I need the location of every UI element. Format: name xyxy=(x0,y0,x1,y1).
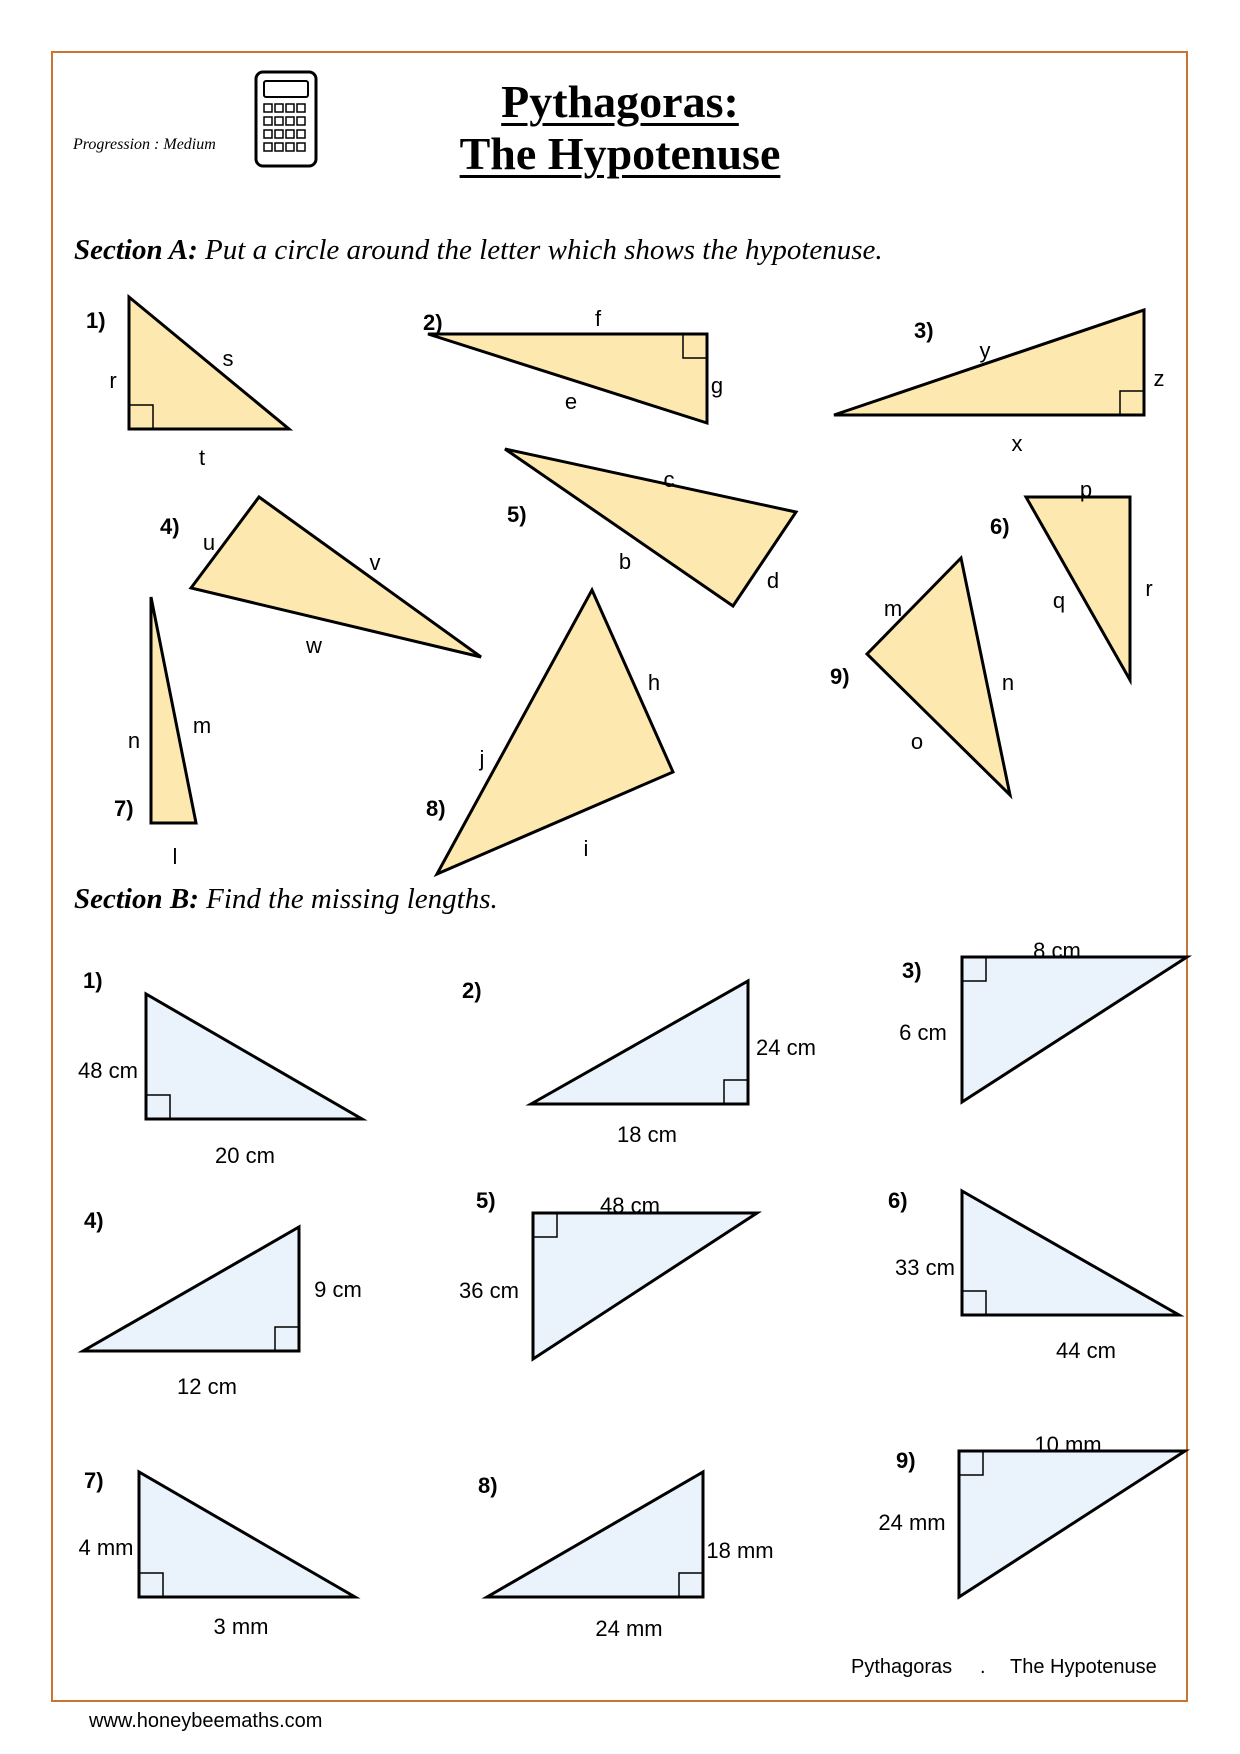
section-a-triangle-6 xyxy=(990,477,1153,680)
side-label: n xyxy=(1001,670,1015,695)
side-label: l xyxy=(172,844,178,869)
side-label: 4 mm xyxy=(78,1535,134,1560)
side-label: 48 cm xyxy=(78,1058,138,1083)
question-number: 4) xyxy=(84,1208,104,1233)
section-a-triangle-4 xyxy=(160,497,481,658)
question-number: 4) xyxy=(160,514,180,539)
question-number: 7) xyxy=(84,1468,104,1493)
side-label: v xyxy=(369,550,381,575)
section-b-triangle-1 xyxy=(78,968,362,1168)
side-label: e xyxy=(564,389,578,414)
side-label: z xyxy=(1153,366,1165,391)
question-number: 5) xyxy=(507,502,527,527)
triangle-shape xyxy=(962,957,1187,1102)
side-label: 9 cm xyxy=(314,1277,362,1302)
section-a-triangle-3 xyxy=(834,310,1165,456)
side-label: 10 mm xyxy=(1034,1432,1102,1457)
section-b-triangle-6 xyxy=(888,1188,1179,1363)
question-number: 1) xyxy=(83,968,103,993)
question-number: 7) xyxy=(114,796,134,821)
section-b-triangle-5 xyxy=(459,1188,757,1359)
section-a-triangle-7 xyxy=(114,597,211,869)
question-number: 5) xyxy=(476,1188,496,1213)
triangle-shape xyxy=(531,981,748,1104)
triangle-shape xyxy=(146,994,362,1119)
side-label: n xyxy=(127,728,141,753)
side-label: 18 cm xyxy=(617,1122,677,1147)
section-a-triangle-1 xyxy=(86,297,289,470)
title-line-1: Pythagoras: xyxy=(501,76,739,127)
section-b-label: Section B: xyxy=(74,883,199,915)
side-label: 12 cm xyxy=(177,1374,237,1399)
side-label: d xyxy=(766,568,780,593)
section-b-triangle-7 xyxy=(79,1468,356,1639)
question-number: 8) xyxy=(478,1473,498,1498)
side-label: 8 cm xyxy=(1033,938,1081,963)
calculator-icon xyxy=(256,72,316,166)
side-label: p xyxy=(1079,477,1093,502)
side-label: i xyxy=(583,836,589,861)
section-a-triangle-5 xyxy=(505,449,796,606)
side-label: 18 mm xyxy=(706,1538,774,1563)
side-label: j xyxy=(479,746,485,771)
side-label: o xyxy=(910,729,924,754)
side-label: q xyxy=(1052,588,1066,613)
triangle-shape xyxy=(139,1472,355,1597)
side-label: w xyxy=(306,633,322,658)
section-b-triangle-3 xyxy=(899,938,1187,1102)
side-label: y xyxy=(979,338,991,363)
section-a-label: Section A: xyxy=(74,234,198,266)
side-label: 48 cm xyxy=(600,1193,660,1218)
section-a-triangle-2 xyxy=(423,306,723,423)
triangle-shape xyxy=(959,1451,1185,1597)
triangle-shape xyxy=(83,1227,299,1351)
side-label: 6 cm xyxy=(899,1020,947,1045)
side-label: 24 cm xyxy=(756,1035,816,1060)
side-label: 20 cm xyxy=(215,1143,275,1168)
triangle-shape xyxy=(151,597,196,823)
section-b-heading xyxy=(74,883,498,916)
side-label: r xyxy=(1145,576,1153,601)
side-label: x xyxy=(1011,431,1023,456)
question-number: 6) xyxy=(888,1188,908,1213)
section-a-triangles xyxy=(86,297,1165,874)
title-line-2: The Hypotenuse xyxy=(459,128,781,179)
triangle-shape xyxy=(505,449,796,606)
triangle-shape xyxy=(867,558,1010,795)
progression-label: Progression : Medium xyxy=(73,136,216,153)
triangle-shape xyxy=(533,1213,757,1359)
question-number: 6) xyxy=(990,514,1010,539)
triangle-shape xyxy=(962,1191,1179,1315)
section-b-triangles xyxy=(78,938,1187,1641)
side-label: 24 mm xyxy=(595,1616,663,1641)
section-a-triangle-8 xyxy=(426,590,673,874)
footer-separator: . xyxy=(980,1656,986,1678)
side-label: t xyxy=(198,445,206,470)
side-label: u xyxy=(202,530,216,555)
section-a-instruction: Put a circle around the letter which shows the hypotenuse. xyxy=(205,234,883,266)
question-number: 1) xyxy=(86,308,106,333)
section-b-triangle-9 xyxy=(878,1432,1185,1597)
triangle-shape xyxy=(191,497,481,657)
question-number: 3) xyxy=(902,958,922,983)
section-b-triangle-8 xyxy=(478,1472,774,1641)
question-number: 2) xyxy=(462,978,482,1003)
side-label: 3 mm xyxy=(213,1614,269,1639)
side-label: c xyxy=(663,467,675,492)
side-label: h xyxy=(647,670,661,695)
question-number: 3) xyxy=(914,318,934,343)
question-number: 8) xyxy=(426,796,446,821)
side-label: m xyxy=(883,596,903,621)
triangle-shape xyxy=(487,1472,703,1597)
section-b-triangle-2 xyxy=(462,978,816,1147)
question-number: 2) xyxy=(423,310,443,335)
side-label: 33 cm xyxy=(895,1255,955,1280)
side-label: 36 cm xyxy=(459,1278,519,1303)
side-label: b xyxy=(618,549,632,574)
triangle-shape xyxy=(1026,497,1130,680)
section-a-triangle-9 xyxy=(830,558,1014,795)
footer-left-text: Pythagoras xyxy=(851,1656,953,1678)
side-label: f xyxy=(594,306,602,331)
side-label: s xyxy=(222,346,234,371)
side-label: g xyxy=(710,373,724,398)
side-label: m xyxy=(192,713,212,738)
question-number: 9) xyxy=(896,1448,916,1473)
triangle-shape xyxy=(437,590,673,874)
question-number: 9) xyxy=(830,664,850,689)
section-b-instruction: Find the missing lengths. xyxy=(206,883,498,915)
side-label: 44 cm xyxy=(1056,1338,1116,1363)
side-label: r xyxy=(109,368,117,393)
footer-url: www.honeybeemaths.com xyxy=(89,1710,323,1732)
section-b-triangle-4 xyxy=(83,1208,362,1399)
footer-right-text: The Hypotenuse xyxy=(1010,1656,1157,1678)
side-label: 24 mm xyxy=(878,1510,946,1535)
section-a-heading xyxy=(74,234,883,267)
